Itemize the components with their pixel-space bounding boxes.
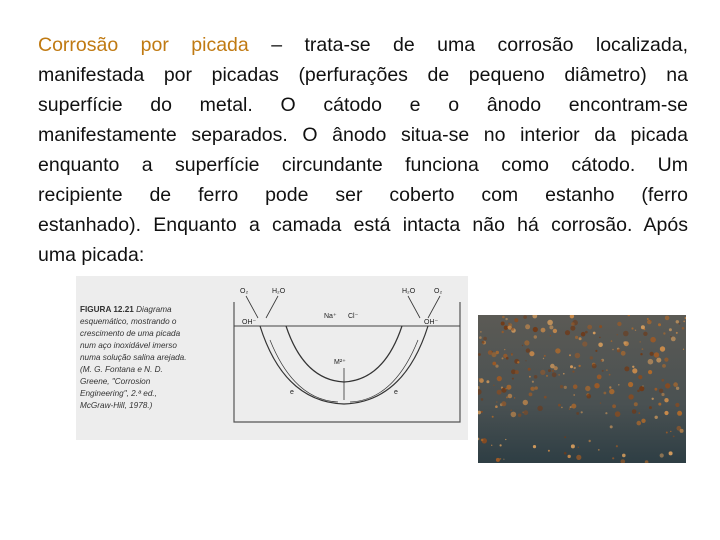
rust-spot [481, 439, 484, 442]
rust-spot [612, 349, 614, 351]
rust-spot [632, 409, 637, 414]
rust-spot [511, 353, 513, 355]
rust-spot [661, 393, 664, 396]
rust-spot [526, 348, 530, 352]
rust-spot [544, 355, 546, 357]
rust-spot [496, 351, 499, 354]
rust-spot [655, 388, 658, 391]
rust-spot [683, 349, 684, 350]
h2o-arrow-right [408, 296, 420, 318]
rust-spot [511, 412, 517, 418]
rust-spot [623, 331, 629, 337]
rust-spot [505, 318, 507, 320]
rust-spot [609, 389, 614, 394]
rust-spot [552, 372, 557, 377]
rust-spot [558, 404, 561, 407]
oh-label-left: OH⁻ [242, 319, 257, 326]
rust-spot [544, 396, 547, 399]
rust-spot [638, 412, 640, 414]
rust-spot [612, 457, 614, 459]
rust-spot [569, 354, 571, 356]
text-line: enquanto a superfície circundante funciona como cátodo. Um [38, 154, 688, 176]
rust-spot [570, 406, 572, 408]
rust-spot [662, 364, 666, 368]
rust-spot [656, 358, 661, 363]
rust-spot [506, 357, 509, 360]
rust-spot [496, 458, 500, 462]
rust-spot [483, 337, 487, 341]
rust-spot [638, 375, 642, 379]
rust-spot [618, 384, 620, 386]
rust-spot [652, 398, 654, 400]
rust-spot [500, 444, 502, 446]
rust-spot [605, 412, 607, 414]
rust-spot [587, 394, 592, 399]
rust-spot [550, 364, 555, 369]
electron-label-right: e [394, 389, 398, 396]
rust-spot [524, 340, 529, 345]
rust-spot [555, 348, 560, 353]
rust-spot [488, 350, 493, 355]
rust-spot [529, 376, 531, 378]
rust-spot [664, 398, 668, 402]
rust-spot [572, 371, 574, 373]
rust-spot [617, 334, 618, 335]
rust-spot [574, 367, 576, 369]
rust-spot [523, 400, 528, 405]
rust-spot [676, 320, 679, 323]
rust-spot [503, 459, 504, 460]
highlighted-term: Corrosão por picada [38, 34, 249, 56]
rust-spot [599, 337, 600, 338]
rust-spot [597, 375, 602, 380]
pitting-diagram [224, 282, 464, 432]
rust-spot [533, 327, 538, 332]
rust-spot [679, 323, 681, 325]
rust-spot [615, 411, 621, 417]
rust-spot [546, 375, 548, 377]
rust-spot [482, 341, 485, 344]
rust-spot [563, 373, 565, 375]
rust-spot [589, 440, 591, 442]
rust-spot [634, 402, 638, 406]
rust-spot [660, 346, 665, 351]
rust-spot [631, 327, 633, 329]
rust-spot [522, 411, 524, 413]
rust-spot [637, 421, 642, 426]
rust-spot [515, 370, 519, 374]
rust-spot [553, 329, 557, 333]
rust-spot [569, 408, 571, 410]
rust-spot [624, 366, 629, 371]
rust-spot [578, 365, 580, 367]
rust-spot [480, 331, 481, 332]
oh-label-right: OH⁻ [424, 319, 439, 326]
rust-spot [658, 403, 661, 406]
rust-spot [665, 383, 670, 388]
rust-spot [500, 458, 502, 460]
electron-label-left: e [290, 389, 294, 396]
rust-spot [639, 386, 644, 391]
rust-spot [604, 392, 607, 395]
figure-caption [80, 304, 190, 412]
rust-spot [598, 343, 603, 348]
rust-spot [669, 451, 673, 455]
rust-spot [502, 357, 504, 359]
rust-spot [511, 328, 514, 331]
rust-spot [568, 455, 571, 458]
rust-spot [537, 406, 542, 411]
rust-spot [658, 323, 661, 326]
rust-spot [504, 326, 508, 330]
rust-spot [558, 374, 559, 375]
rust-spot [506, 385, 511, 390]
rust-spot [650, 320, 651, 321]
rust-spot [642, 348, 644, 350]
rust-spot [676, 332, 678, 334]
rust-spot [564, 452, 567, 455]
metal-ion-label: M²⁺ [334, 359, 346, 366]
rust-spot [525, 360, 526, 361]
rust-spot [508, 323, 510, 325]
figure-id: FIGURA 12.21 [80, 305, 134, 314]
rust-spot [587, 325, 592, 330]
rust-spot [650, 352, 654, 356]
rust-spot [534, 375, 538, 379]
rust-spot [501, 322, 505, 326]
rust-spot [648, 359, 654, 365]
rust-spot [543, 358, 544, 359]
rust-spot [642, 385, 643, 386]
rust-spot [548, 369, 551, 372]
rust-spot [637, 390, 640, 393]
rust-spot [664, 411, 668, 415]
rust-spot [575, 353, 581, 359]
rust-spot [594, 383, 599, 388]
text-line [38, 30, 688, 60]
rust-spot [641, 419, 645, 423]
rust-spot [616, 445, 618, 447]
rust-spot [585, 386, 590, 391]
rust-spot [673, 436, 675, 438]
body-paragraph [38, 30, 688, 270]
rust-spot [682, 327, 685, 330]
rust-spot [575, 336, 578, 339]
rust-spot [578, 447, 579, 448]
rust-spot [669, 328, 672, 331]
rust-spot [565, 330, 570, 335]
rust-spot [504, 349, 505, 350]
rust-spot [647, 318, 649, 320]
text-line: manifestada por picadas (perfurações de pequeno diâmetro) na [38, 64, 688, 86]
text-line: uma picada: [38, 244, 145, 266]
rust-spot [479, 378, 481, 380]
rust-spot [648, 370, 652, 374]
rust-spot [628, 394, 633, 399]
rust-spot [611, 340, 613, 342]
rust-spot [529, 393, 533, 397]
rust-spot [512, 378, 514, 380]
text-line: recipiente de ferro pode ser coberto com estanho (ferro [38, 184, 688, 206]
rust-spot [564, 436, 566, 438]
h2o-label-right: H₂O [402, 288, 416, 295]
rust-spot [523, 315, 527, 319]
rust-spot [643, 332, 647, 336]
rust-spot [532, 381, 534, 383]
rust-spot [573, 394, 575, 396]
figure-caption-text: Diagrama esquemático, mostrando o crescimento de uma picada num aço inoxidável imerso numa solução salina arejada. (M. G. Fontana e N. D. Greene, "Corrosion Engineering", 2.ª ed., McGraw-Hill, 1978.) [80, 305, 187, 410]
rust-spot [514, 397, 515, 398]
rust-spot [677, 411, 682, 416]
rust-spot [609, 386, 611, 388]
rust-spot [650, 337, 656, 343]
rust-spot [683, 321, 685, 323]
rust-spot [670, 431, 671, 432]
rust-spot [497, 376, 502, 381]
rust-spot [481, 398, 484, 401]
rust-spot [628, 382, 633, 387]
rust-spot [533, 445, 536, 448]
rust-spot [496, 401, 498, 403]
rust-spot [666, 432, 668, 434]
rust-spot [492, 416, 494, 418]
rust-spot [660, 453, 664, 457]
rust-spot [640, 341, 641, 342]
rust-spot [550, 335, 551, 336]
o2-arrow-left [246, 296, 258, 318]
rust-spot [501, 388, 506, 393]
rust-spot [495, 365, 498, 368]
rust-spot [595, 350, 597, 352]
rust-spot [525, 324, 530, 329]
rust-spot [534, 335, 537, 338]
rust-spot [502, 316, 505, 319]
text-line-rest: – trata-se de uma corrosão localizada, [248, 34, 689, 56]
rust-spot [549, 325, 553, 329]
rust-spot [632, 368, 637, 373]
rust-spot [664, 358, 668, 362]
rust-spot [576, 455, 581, 460]
text-line: manifestamente separados. O ânodo situa-se no interior da picada [38, 124, 688, 146]
rust-spot [671, 337, 676, 342]
o2-label-left: O₂ [240, 288, 249, 295]
rust-spot [680, 429, 684, 433]
rust-spot [640, 353, 642, 355]
rust-spot [479, 336, 482, 339]
o2-label-right: O₂ [434, 288, 443, 295]
rust-spot [508, 394, 513, 399]
rust-spot [592, 364, 597, 369]
rust-spot [541, 328, 546, 333]
na-label: Na⁺ [324, 313, 337, 320]
rust-spot [522, 345, 523, 346]
rust-spot [478, 353, 481, 356]
rust-spot [497, 390, 502, 395]
rust-spot [659, 389, 663, 393]
rust-spot [622, 454, 626, 458]
rust-spot [502, 331, 504, 333]
rust-spot [506, 396, 508, 398]
rust-spot [582, 341, 587, 346]
rust-spot [675, 403, 679, 407]
h2o-arrow-left [266, 296, 278, 318]
rust-spot [617, 322, 621, 326]
rust-spot [495, 405, 498, 408]
text-line: estanhado). Enquanto a camada está intacta não há corrosão. Após [38, 214, 688, 236]
rust-spot [573, 384, 578, 389]
rust-spot [491, 445, 492, 446]
rust-spot [598, 449, 600, 451]
rust-spot [510, 410, 512, 412]
rust-spot [600, 402, 601, 403]
rust-spot [518, 413, 522, 417]
text-line: superfície do metal. O cátodo e o ânodo encontram-se [38, 94, 688, 116]
rust-spot [523, 410, 528, 415]
rust-spot [486, 380, 489, 383]
rust-spot [548, 450, 550, 452]
rust-spot [623, 341, 626, 344]
rust-spot [612, 404, 616, 408]
rust-spot [561, 407, 563, 409]
rust-spot [576, 412, 579, 415]
rust-spot [670, 336, 671, 337]
rust-spot [517, 361, 519, 363]
rust-spot [621, 351, 626, 356]
rust-spot [654, 352, 659, 357]
rust-spot [585, 331, 588, 334]
rust-spot [579, 337, 582, 340]
rust-spot [570, 326, 575, 331]
rust-spot [632, 366, 634, 368]
rust-spot [617, 349, 621, 353]
rust-spot [505, 439, 506, 440]
rust-spot [531, 387, 535, 391]
pitting-figure [76, 276, 468, 440]
pitting-photo [478, 315, 686, 463]
rust-spot [564, 386, 567, 389]
rust-spot [593, 332, 596, 335]
rust-spot [528, 368, 531, 371]
rust-spot [529, 351, 534, 356]
rust-spot [570, 365, 573, 368]
rust-spot [590, 356, 593, 359]
rust-spot [501, 401, 506, 406]
rust-spot [571, 444, 575, 448]
rust-spot [547, 320, 553, 326]
rust-spot [649, 406, 652, 409]
rust-spot [606, 369, 608, 371]
rust-spot [602, 370, 604, 372]
rust-spot [581, 332, 586, 337]
rust-spot [560, 385, 563, 388]
rust-spot [641, 325, 645, 329]
rust-spot [663, 332, 665, 334]
h2o-label-left: H₂O [272, 288, 286, 295]
rust-spot [655, 416, 658, 419]
rust-spot [552, 370, 554, 372]
rust-spot [514, 318, 518, 322]
rust-spot [665, 316, 670, 321]
rust-spot [581, 411, 583, 413]
rust-spot [493, 385, 495, 387]
rust-spot [609, 374, 611, 376]
cl-label: Cl⁻ [348, 313, 359, 320]
rust-spot [599, 325, 602, 328]
rust-spot [571, 404, 576, 409]
rust-spot [601, 360, 603, 362]
rust-spot [635, 330, 636, 331]
rust-spot [676, 387, 679, 390]
rust-spot [673, 382, 678, 387]
o2-arrow-right [428, 296, 440, 318]
rust-spot [481, 411, 483, 413]
rust-spot [661, 379, 664, 382]
rust-spot [492, 362, 496, 366]
rust-spot [535, 386, 538, 389]
rust-spot [610, 425, 613, 428]
rust-spot [540, 370, 545, 375]
rust-spot [571, 322, 575, 326]
